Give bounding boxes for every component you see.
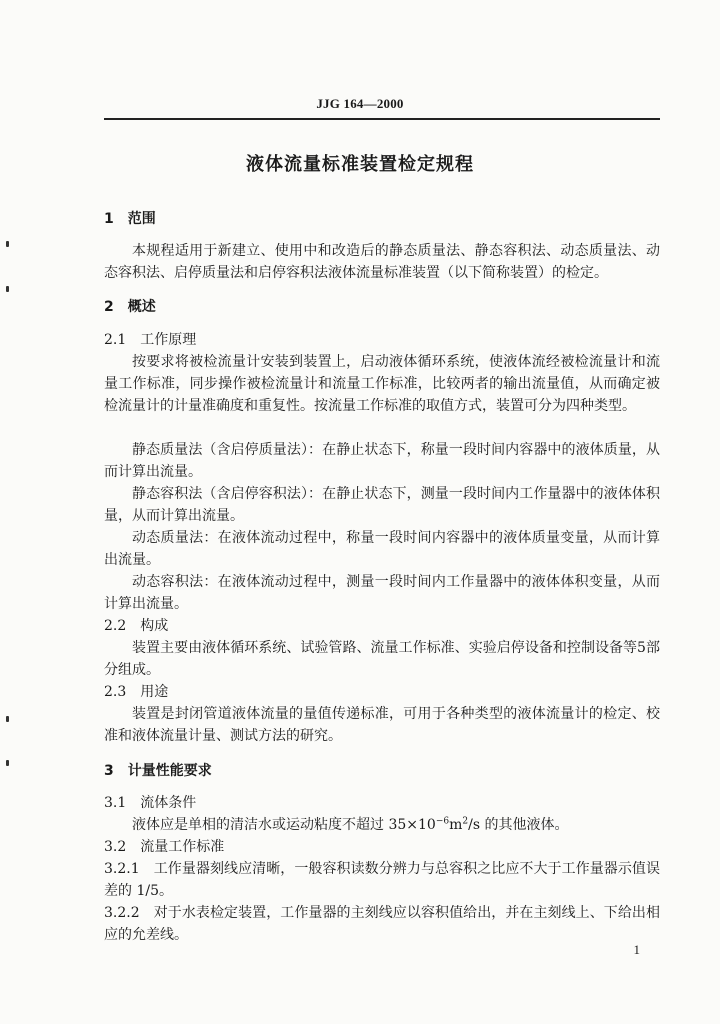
- header-rule: [104, 118, 660, 120]
- section-title: 计量性能要求: [127, 763, 212, 779]
- section-number: 2: [104, 299, 114, 315]
- scan-mark: [6, 716, 9, 722]
- static-mass-paragraph: 静态质量法（含启停质量法）：在静止状态下，称量一段时间内容器中的液体质量，从而计算出流量。: [104, 442, 660, 480]
- scan-mark: [6, 286, 9, 292]
- section-3-1-heading: [104, 792, 660, 814]
- page-number: 1: [633, 942, 640, 957]
- subsection-title: 用途: [140, 684, 169, 700]
- dynamic-volume-paragraph: 动态容积法：在液体流动过程中，测量一段时间内工作量器中的液体体积变量，从而计算出流量。: [104, 574, 660, 612]
- principle-paragraph: 按要求将被检流量计安装到装置上，启动液体循环系统，使液体流经被检流量计和流量工作标准，同步操作被检流量计和流量工作标准，比较两者的输出流量值，从而确定被检流量计的计量准确度和重复性。按流量工作标准的取值方式，装置可分为四种类型。: [104, 354, 660, 414]
- section-3-heading: [104, 760, 660, 782]
- clause-text: 工作量器刻线应清晰，一般容积读数分辨力与总容积之比应不大于工作量器示值误差的 1/5。: [104, 861, 660, 899]
- composition-paragraph: 装置主要由液体循环系统、试验管路、流量工作标准、实验启停设备和控制设备等5部分组成。: [104, 640, 660, 678]
- section-2-2-heading: [104, 615, 660, 637]
- clause-number: 3.2.2: [104, 905, 140, 921]
- clause-number: 3.2.1: [104, 861, 140, 877]
- section-1-heading: [104, 208, 660, 230]
- section-2-3-heading: [104, 681, 660, 703]
- purpose-paragraph: 装置是封闭管道液体流量的量值传递标准，可用于各种类型的液体流量计的检定、校准和液体流量计量、测试方法的研究。: [104, 706, 660, 744]
- subsection-number: 3.1: [104, 795, 127, 811]
- section-title: 范围: [127, 211, 156, 227]
- dynamic-mass-paragraph: 动态质量法：在液体流动过程中，称量一段时间内容器中的液体质量变量，从而计算出流量。: [104, 530, 660, 568]
- section-number: 1: [104, 211, 114, 227]
- subsection-title: 流体条件: [140, 795, 197, 811]
- clause-text: 对于水表检定装置，工作量器的主刻线应以容积值给出，并在主刻线上、下给出相应的允差线。: [104, 905, 660, 943]
- subsection-title: 流量工作标准: [140, 839, 225, 855]
- standard-code: JJG 164—2000: [316, 96, 404, 111]
- scan-mark: [6, 760, 9, 766]
- clause-3-2-1: [104, 858, 660, 902]
- subsection-number: 2.2: [104, 618, 127, 634]
- subsection-title: 构成: [140, 618, 169, 634]
- static-volume-paragraph: 静态容积法（含启停容积法）：在静止状态下，测量一段时间内工作量器中的液体体积量，从而计算出流量。: [104, 486, 660, 524]
- section-2-1-heading: [104, 329, 660, 351]
- subsection-title: 工作原理: [140, 332, 197, 348]
- section-1-paragraph: 本规程适用于新建立、使用中和改造后的静态质量法、静态容积法、动态质量法、动态容积法、启停质量法和启停容积法液体流量标准装置（以下简称装置）的检定。: [104, 243, 660, 281]
- clause-3-2-2: [104, 902, 660, 946]
- subsection-number: 2.3: [104, 684, 127, 700]
- subsection-number: 2.1: [104, 332, 127, 348]
- document-title: 液体流量标准装置检定规程: [246, 154, 474, 175]
- section-3-2-heading: [104, 836, 660, 858]
- section-2-heading: [104, 296, 660, 318]
- subsection-number: 3.2: [104, 839, 127, 855]
- fluid-condition-paragraph: 液体应是单相的清洁水或运动粘度不超过 $35\times 10^{-6}m^2/s$ 的其他液体。: [132, 816, 569, 833]
- section-title: 概述: [127, 299, 156, 315]
- section-number: 3: [104, 763, 114, 779]
- scan-mark: [6, 241, 9, 247]
